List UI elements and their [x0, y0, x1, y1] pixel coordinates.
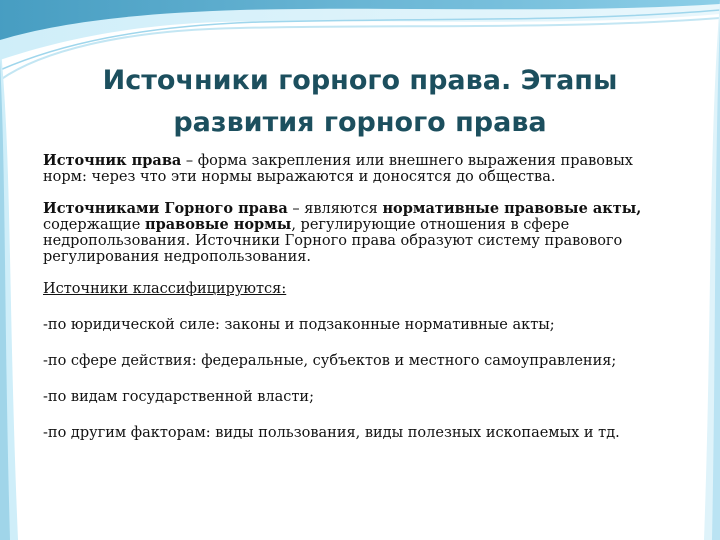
classification-item: -по видам государственной власти;: [43, 389, 314, 405]
slide-body: [43, 153, 679, 461]
sources-term: Источниками Горного права: [43, 200, 288, 217]
sources-mid-1: – являются: [287, 201, 383, 217]
definition-term: Источник права: [43, 152, 182, 169]
sources-strong-1: нормативные правовые акты,: [382, 200, 642, 217]
sources-paragraph: [43, 201, 679, 265]
classification-item: -по сфере действия: федеральные, субъектов и местного самоуправления;: [43, 353, 617, 369]
classification-item: -по юридической силе: законы и подзаконные нормативные акты;: [43, 317, 555, 333]
sources-rest: , регулирующие отношения в сфере недропользования. Источники Горного права образуют систему правового регулирования недропользования.: [43, 217, 623, 265]
title-line-2: развития горного права: [173, 107, 547, 138]
definition-paragraph: [43, 153, 679, 185]
sources-strong-2: правовые нормы: [144, 216, 292, 233]
title-line-1: Источники горного права. Этапы: [102, 65, 618, 96]
definition-text: – форма закрепления или внешнего выражения правовых норм: через что эти нормы выражаются и доносятся до общества.: [43, 153, 633, 185]
slide-title: [60, 60, 660, 144]
classification-title: Источники классифицируются:: [43, 281, 287, 297]
sources-mid-2: содержащие: [43, 217, 145, 233]
classification-item: -по другим факторам: виды пользования, виды полезных ископаемых и тд.: [43, 425, 620, 441]
